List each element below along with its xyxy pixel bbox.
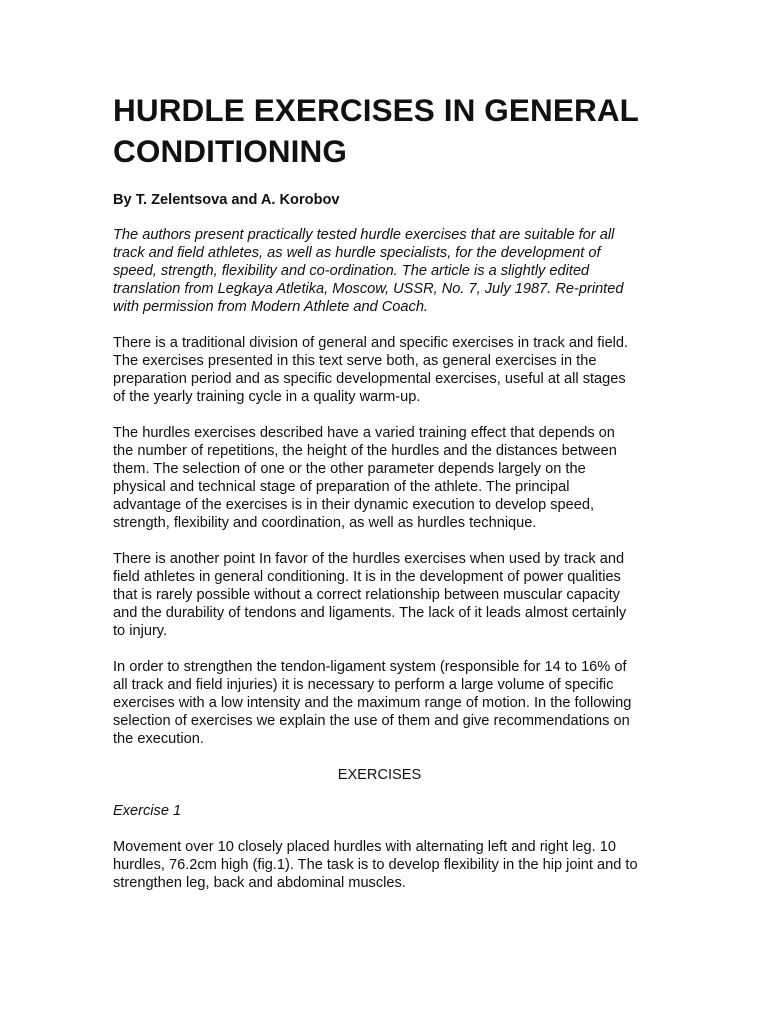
- title-line: HURDLE EXERCISES IN GENERAL: [113, 92, 640, 128]
- abstract-line: speed, strength, flexibility and co-ordination. The article is a slightly edited: [113, 263, 590, 279]
- section-heading: EXERCISES: [337, 767, 422, 783]
- body-paragraph-2: [113, 424, 658, 532]
- paragraph-line: field athletes in general conditioning. It is in the development of power qualities: [113, 569, 621, 585]
- paragraph-line: and the durability of tendons and ligaments. The lack of it leads almost certainly: [113, 605, 627, 621]
- abstract-line: with permission from Modern Athlete and Coach.: [113, 299, 428, 315]
- paragraph-line: the execution.: [113, 731, 204, 747]
- paragraph-line: There is a traditional division of general and specific exercises in track and field.: [113, 335, 629, 351]
- abstract-line: track and field athletes, as well as hurdle specialists, for the development of: [113, 245, 601, 261]
- title-line: CONDITIONING: [113, 133, 347, 169]
- paragraph-line: all track and field injuries) it is necessary to perform a large volume of specific: [113, 677, 614, 693]
- paragraph-line: There is another point In favor of the hurdles exercises when used by track and: [113, 551, 625, 567]
- abstract-line: translation from Legkaya Atletika, Moscow, USSR, No. 7, July 1987. Re-printed: [113, 281, 624, 297]
- body-paragraph-4: [113, 658, 658, 748]
- paragraph-line: exercises with a low intensity and the maximum range of motion. In the following: [113, 695, 632, 711]
- article-title: [113, 90, 658, 172]
- paragraph-line: hurdles, 76.2cm high (fig.1). The task is to develop flexibility in the hip joint and to: [113, 857, 638, 873]
- body-paragraph-1: [113, 334, 658, 406]
- paragraph-line: strengthen leg, back and abdominal muscles.: [113, 875, 406, 891]
- paragraph-line: physical and technical stage of preparation of the athlete. The principal: [113, 479, 570, 495]
- abstract: [113, 226, 658, 316]
- paragraph-line: In order to strengthen the tendon-ligament system (responsible for 14 to 16% of: [113, 659, 627, 675]
- abstract-line: The authors present practically tested hurdle exercises that are suitable for all: [113, 227, 615, 243]
- paragraph-line: them. The selection of one or the other parameter depends largely on the: [113, 461, 586, 477]
- paragraph-line: that is rarely possible without a correct relationship between muscular capacity: [113, 587, 620, 603]
- paragraph-line: of the yearly training cycle in a quality warm-up.: [113, 389, 421, 405]
- paragraph-line: Movement over 10 closely placed hurdles with alternating left and right leg. 10: [113, 839, 616, 855]
- exercise-label: Exercise 1: [113, 803, 182, 819]
- body-paragraph-3: [113, 550, 658, 640]
- paragraph-line: The hurdles exercises described have a varied training effect that depends on: [113, 425, 615, 441]
- paragraph-line: to injury.: [113, 623, 168, 639]
- paragraph-line: advantage of the exercises is in their dynamic execution to develop speed,: [113, 497, 595, 513]
- paragraph-line: The exercises presented in this text serve both, as general exercises in the: [113, 353, 597, 369]
- paragraph-line: selection of exercises we explain the use of them and give recommendations on: [113, 713, 630, 729]
- paragraph-line: the number of repetitions, the height of the hurdles and the distances between: [113, 443, 617, 459]
- paragraph-line: preparation period and as specific developmental exercises, useful at all stages: [113, 371, 626, 387]
- exercise-description: [113, 838, 658, 892]
- author-byline: By T. Zelentsova and A. Korobov: [113, 192, 340, 208]
- paragraph-line: strength, flexibility and coordination, as well as hurdles technique.: [113, 515, 537, 531]
